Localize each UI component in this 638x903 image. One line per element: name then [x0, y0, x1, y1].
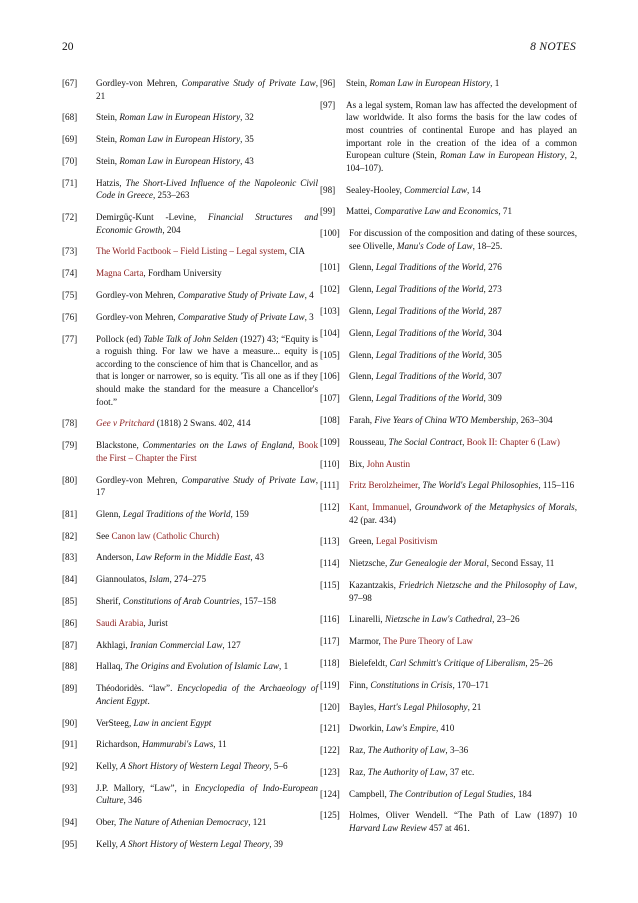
footnote-number: [86]: [62, 617, 78, 628]
footnote: [320, 436, 577, 449]
footnote-text: Glenn,: [349, 371, 376, 382]
footnote-number: [75]: [62, 290, 78, 301]
footnote: [320, 327, 577, 340]
footnote-number: [71]: [62, 177, 78, 188]
footnote-number: [92]: [62, 761, 78, 772]
footnote: [320, 788, 577, 801]
footnote-text: ,: [409, 502, 415, 513]
footnote-text: VerSteeg,: [96, 717, 134, 728]
footnote-number: [121]: [320, 723, 340, 734]
footnote-title: Comparative Study of Private Law: [177, 311, 305, 322]
footnote-number: [70]: [62, 155, 78, 166]
footnote-text: Demirgüç-Kunt -Levine,: [96, 212, 208, 223]
footnote-text: Farah,: [349, 414, 375, 425]
footnote: [62, 838, 318, 851]
notes-column-right: [320, 77, 577, 844]
footnote-text: ,: [292, 440, 299, 451]
footnote-text: , 204: [162, 224, 181, 235]
footnote-title: Commentaries on the Laws of England: [142, 440, 293, 451]
footnote: [62, 816, 318, 829]
footnote-number: [124]: [320, 788, 340, 799]
footnote: [62, 77, 318, 102]
footnote-text: , 346: [123, 795, 142, 806]
footnote-title: The Contribution of Legal Studies: [389, 788, 514, 799]
footnote: [320, 613, 577, 626]
footnote-text: , 307: [483, 371, 502, 382]
footnote-title: Encyclopedia of Indo-European Culture: [96, 782, 318, 806]
footnote: [62, 267, 318, 280]
footnote-title: Comparative Study of Private Law: [181, 78, 316, 88]
footnote-text: Gordley-von Mehren,: [96, 290, 178, 301]
footnote-text: Akhlagi,: [96, 639, 130, 650]
footnote-text: , 287: [483, 306, 502, 317]
footnote-title: Law Reform in the Middle East: [136, 552, 251, 563]
footnote-text: Gordley-von Mehren,: [96, 311, 178, 322]
footnote-text: Sherif,: [96, 596, 123, 606]
footnote-number: [96]: [320, 78, 336, 88]
footnote-number: [97]: [320, 99, 336, 110]
footnote-number: [89]: [62, 683, 78, 694]
footnote-text: , 42 (par. 434): [349, 502, 578, 525]
footnote-title: Legal Traditions of the World: [375, 262, 484, 273]
footnote-text: , 157–158: [239, 596, 277, 606]
footnote-title: The Origins and Evolution of Islamic Law: [124, 661, 280, 672]
footnote-text: Stein,: [96, 155, 120, 166]
footnote-text: , 304: [483, 327, 502, 338]
footnote-text: , 35: [240, 134, 254, 145]
footnote-title: Financial Structures and Economic Growth: [96, 212, 319, 235]
footnote-number: [80]: [62, 474, 78, 485]
footnote-title: Nietzsche in Law's Cathedral: [384, 614, 493, 625]
footnote: [320, 579, 577, 604]
footnote-text: Rousseau,: [349, 436, 389, 447]
footnote: [62, 573, 318, 586]
footnote-text: , 170–171: [452, 679, 489, 690]
footnote-text: , CIA: [284, 246, 305, 257]
footnote-text: Kelly,: [96, 839, 121, 849]
footnote: [62, 551, 318, 564]
footnote-text: , 71: [498, 206, 513, 217]
footnote-text: (1818) 2 Swans. 402, 414: [154, 418, 251, 429]
footnote-number: [90]: [62, 717, 78, 728]
footnote-number: [100]: [320, 228, 340, 239]
footnote-number: [76]: [62, 311, 78, 322]
footnote-text: Kazantzakis,: [349, 580, 399, 590]
footnote-number: [87]: [62, 639, 78, 650]
footnote-text: Blackstone,: [96, 440, 143, 451]
footnote-text: , 121: [248, 817, 267, 828]
footnote: [320, 77, 577, 90]
footnote-number: [69]: [62, 134, 78, 145]
footnote-text: Richardson,: [96, 739, 143, 750]
footnote-title: Legal Traditions of the World: [375, 371, 484, 382]
footnote: [320, 458, 577, 471]
footnote-text: , 309: [483, 393, 502, 404]
footnote-number: [118]: [320, 657, 340, 668]
footnote-text: , 18–25.: [472, 240, 503, 251]
footnote-text: Stein,: [96, 134, 120, 145]
footnote-title: Hammurabi's Laws: [142, 739, 214, 750]
footnote-text: , 127: [222, 639, 241, 650]
footnote-title: Constitutions in Crisis: [370, 679, 453, 690]
footnote-text: Glenn,: [349, 393, 376, 404]
footnote: [62, 639, 318, 652]
footnote-text: , 115–116: [538, 480, 575, 491]
footnote-text: , Second Essay, 11: [486, 558, 555, 569]
footnote: [320, 227, 577, 252]
footnote-number: [109]: [320, 436, 340, 447]
chapter-heading: 8 NOTES: [530, 41, 576, 53]
footnote-title: Harvard Law Review: [349, 823, 427, 833]
footnote: [320, 722, 577, 735]
footnote-text: , 263–304: [516, 414, 553, 425]
footnote-text: , 3–36: [445, 745, 469, 756]
footnote: [62, 311, 318, 324]
footnote-number: [72]: [62, 212, 78, 223]
footnote-title: Law in ancient Egypt: [133, 717, 212, 728]
footnote-number: [108]: [320, 414, 340, 425]
footnote-number: [93]: [62, 782, 78, 793]
footnote-title: Encyclopedia of the Archaeology of Ancient Egypt: [96, 683, 318, 706]
footnote-link[interactable]: Legal Positivism: [375, 536, 438, 547]
footnote-number: [74]: [62, 268, 78, 279]
footnote: [320, 305, 577, 318]
footnote-text: Glenn,: [349, 306, 376, 317]
footnote: [62, 530, 318, 543]
footnote-link[interactable]: Book II: Chapter 6 (Law): [466, 436, 560, 447]
footnote-text: .: [147, 695, 150, 706]
footnote-text: , 21: [96, 78, 318, 101]
footnote-text: Stein,: [346, 78, 370, 88]
footnote: [62, 595, 318, 608]
footnote-title: Roman Law in European History: [119, 134, 241, 145]
footnote-text: Glenn,: [349, 327, 376, 338]
footnote-number: [78]: [62, 418, 78, 429]
footnote-number: [81]: [62, 508, 78, 519]
footnote-text: Nietzsche,: [349, 558, 390, 569]
footnote: [62, 660, 318, 673]
footnote-text: , 97–98: [349, 580, 577, 603]
footnote-number: [95]: [62, 839, 78, 849]
footnote-text: , 5–6: [269, 761, 288, 772]
footnote-text: Glenn,: [349, 284, 376, 295]
footnote: [62, 155, 318, 168]
footnote: [320, 283, 577, 296]
footnote-number: [114]: [320, 558, 340, 569]
footnote-text: Théodoridès. “law”.: [96, 683, 178, 694]
footnote-title: Law's Empire: [386, 723, 437, 734]
footnote-text: ,: [462, 436, 467, 447]
footnote-title: Islam: [149, 574, 170, 585]
footnote-text: See: [96, 530, 112, 541]
footnote: [320, 766, 577, 779]
footnote-text: , 253–263: [152, 190, 190, 201]
footnote: [320, 701, 577, 714]
footnote-text: , 1: [490, 78, 500, 88]
footnote-text: Bayles,: [349, 701, 379, 712]
footnote-text: Giannoulatos,: [96, 574, 150, 585]
footnote-text: Finn,: [349, 679, 371, 690]
footnote-text: , 23–26: [492, 614, 520, 625]
footnote-text: , 184: [513, 788, 532, 799]
footnote-number: [77]: [62, 333, 78, 344]
footnote-title: The Authority of Law: [367, 766, 446, 777]
footnote-number: [105]: [320, 349, 340, 360]
footnote-text: Sealey-Hooley,: [346, 184, 405, 195]
footnote-title: Zur Genealogie der Moral: [389, 558, 487, 569]
footnote: [320, 679, 577, 692]
footnote-title: Commercial Law: [404, 184, 467, 195]
footnote-text: , 410: [436, 723, 455, 734]
footnote-text: Glenn,: [349, 262, 376, 273]
footnote: [62, 738, 318, 751]
footnote: [320, 501, 577, 526]
footnote-title: Roman Law in European History: [369, 78, 491, 88]
footnote-text: Linarelli,: [349, 614, 385, 625]
footnote-title: Constitutions of Arab Countries: [122, 596, 240, 606]
footnote-number: [102]: [320, 284, 340, 295]
footnote-text: For discussion of the composition and dating of these sources, see Olivelle,: [349, 228, 577, 251]
footnote-text: , 273: [483, 284, 502, 295]
footnote-text: ,: [417, 480, 423, 491]
footnote: [62, 682, 318, 707]
footnote-text: J.P. Mallory, “Law”, in: [96, 782, 195, 793]
footnote-title: Friedrich Nietzsche and the Philosophy of Law: [398, 580, 575, 590]
footnote-title: Hart's Legal Philosophy: [378, 701, 468, 712]
footnote-title: Table Talk of John Selden: [143, 333, 238, 344]
footnote-title: A Short History of Western Legal Theory: [120, 839, 270, 849]
footnote-number: [82]: [62, 530, 78, 541]
footnote: [320, 657, 577, 670]
footnote: [62, 439, 318, 464]
footnote-link[interactable]: The World Factbook – Field Listing – Legal system: [96, 246, 285, 257]
footnote-text: , 21: [467, 701, 482, 712]
footnote-number: [112]: [320, 502, 340, 513]
footnote: [320, 744, 577, 757]
footnote-number: [111]: [320, 480, 340, 491]
footnote-title: Five Years of China WTO Membership: [374, 414, 517, 425]
footnote: [320, 535, 577, 548]
footnote-text: Mattei,: [346, 206, 375, 217]
footnote-title: Legal Traditions of the World: [122, 508, 231, 519]
footnote: [320, 99, 577, 175]
footnote-text: Stein,: [96, 112, 120, 123]
footnote-title: Iranian Commercial Law: [129, 639, 223, 650]
footnote-text: Raz,: [349, 745, 368, 756]
footnote-text: , Fordham University: [143, 268, 222, 279]
footnote-title: Legal Traditions of the World: [375, 306, 484, 317]
footnote-number: [104]: [320, 327, 340, 338]
footnote-text: Gordley-von Mehren,: [96, 78, 182, 88]
footnote-title: The Short-Lived Influence of the Napoleonic Civil Code in Greece: [96, 177, 319, 201]
footnote-title: Comparative Law and Economics: [374, 206, 499, 217]
footnote-title: Groundwork of the Metaphysics of Morals: [414, 502, 575, 513]
footnote-text: Gordley-von Mehren,: [96, 474, 182, 485]
footnote-number: [83]: [62, 552, 78, 563]
footnote-title: Legal Traditions of the World: [375, 393, 484, 404]
footnote: [62, 111, 318, 124]
footnote-number: [91]: [62, 739, 78, 750]
footnote-text: , 32: [240, 112, 254, 123]
footnote-number: [85]: [62, 596, 78, 606]
footnote: [320, 205, 577, 218]
footnote-title: Comparative Study of Private Law: [177, 290, 305, 301]
footnote-text: , 43: [240, 155, 254, 166]
footnote-text: , 37 etc.: [445, 766, 475, 777]
footnote-text: , 11: [213, 739, 227, 750]
footnote-text: Glenn,: [349, 349, 376, 360]
footnote: [62, 245, 318, 258]
footnote-text: , 3: [304, 311, 314, 322]
footnote-text: Holmes, Oliver Wendell. “The Path of Law (1897) 10: [349, 810, 577, 821]
footnote-text: , 2, 104–107).: [346, 150, 577, 173]
footnote: [320, 261, 577, 274]
footnote: [62, 474, 318, 499]
footnote-text: , 14: [466, 184, 481, 195]
footnote-text: Ober,: [96, 817, 119, 828]
footnote-number: [125]: [320, 810, 340, 821]
footnote-title: Manu's Code of Law: [396, 240, 473, 251]
footnote-text: , Jurist: [143, 617, 168, 628]
footnote-text: Kelly,: [96, 761, 121, 772]
footnote-title: Comparative Study of Private Law: [181, 474, 316, 485]
footnote-text: , 4: [304, 290, 314, 301]
footnote-number: [103]: [320, 306, 340, 317]
notes-column-left: [62, 77, 318, 860]
footnote: [320, 635, 577, 648]
footnote-text: , 17: [96, 474, 318, 498]
footnote-link[interactable]: Saudi Arabia: [96, 617, 144, 628]
footnote-link[interactable]: Book the First – Chapter the First: [96, 440, 319, 463]
footnote: [62, 617, 318, 630]
footnote-number: [107]: [320, 393, 340, 404]
footnote-text: Pollock (ed): [96, 333, 144, 344]
footnote-text: Anderson,: [96, 552, 137, 563]
footnote-number: [73]: [62, 246, 78, 257]
footnote: [320, 414, 577, 427]
footnote-number: [84]: [62, 574, 78, 585]
footnote-number: [68]: [62, 112, 78, 123]
footnote: [320, 370, 577, 383]
footnote-text: Hatzis,: [96, 177, 126, 188]
footnote-text: , 274–275: [169, 574, 207, 585]
footnote-title: The Nature of Athenian Democracy: [118, 817, 249, 828]
footnote-number: [116]: [320, 614, 340, 625]
footnote-link[interactable]: Magna Carta: [96, 268, 144, 279]
footnote-number: [119]: [320, 679, 340, 690]
footnote-text: , 1: [279, 661, 289, 672]
footnote-text: , 25–26: [525, 657, 553, 668]
footnote-title: The World's Legal Philosophies: [422, 480, 539, 491]
footnote-link[interactable]: Canon law (Catholic Church): [111, 530, 220, 541]
footnote-text: , 159: [230, 508, 249, 519]
footnote-number: [115]: [320, 580, 340, 590]
footnote-number: [99]: [320, 206, 336, 217]
footnote: [62, 211, 318, 236]
footnote-text: Marmor,: [349, 636, 383, 647]
footnote: [62, 782, 318, 807]
footnote-number: [67]: [62, 78, 78, 88]
footnote-number: [94]: [62, 817, 78, 828]
footnote: [62, 289, 318, 302]
footnote: [320, 349, 577, 362]
footnote-text: Hallaq,: [96, 661, 125, 672]
footnote: [62, 133, 318, 146]
footnote: [320, 392, 577, 405]
footnote-text: As a legal system, Roman law has affected the development of law worldwide. It also forms the basis for the law codes of most countries of continental Europe and has played an important role in the creation of the idea of a common European culture (Stein,: [346, 99, 577, 161]
footnote-number: [120]: [320, 701, 340, 712]
footnote-number: [106]: [320, 371, 340, 382]
footnote-title: The Authority of Law: [367, 745, 446, 756]
footnote: [62, 508, 318, 521]
footnote-number: [88]: [62, 661, 78, 672]
footnote: [320, 184, 577, 197]
footnote-title: Roman Law in European History: [440, 150, 565, 161]
footnote-link[interactable]: Fritz Berolzheimer: [349, 480, 418, 491]
footnote-text: Dworkin,: [349, 723, 387, 734]
footnote-number: [98]: [320, 184, 336, 195]
footnote: [320, 557, 577, 570]
footnote-text: , 43: [250, 552, 265, 563]
footnote-text: Glenn,: [96, 508, 123, 519]
footnote-number: [113]: [320, 536, 340, 547]
footnote: [62, 177, 318, 202]
page-number: 20: [62, 41, 74, 53]
footnote-text: Bix,: [349, 458, 367, 469]
footnote-title: The Social Contract: [388, 436, 463, 447]
footnote-number: [122]: [320, 745, 340, 756]
footnote-text: (1927) 43; “Equity is a roguish thing. For law we have a measure... equity is according to the conscience of him that is Chancellor, and as that is longer or narrower, so is equity. 'Tis all one as if they should make the standard for the measure a Chancellor's foot.”: [96, 333, 318, 407]
footnote-link[interactable]: Kant, Immanuel: [349, 502, 410, 513]
footnote-number: [117]: [320, 636, 340, 647]
footnote-title: Legal Traditions of the World: [375, 284, 484, 295]
footnote-text: Campbell,: [349, 788, 390, 799]
footnote-number: [101]: [320, 262, 340, 273]
footnote: [62, 717, 318, 730]
footnote-title: Carl Schmitt's Critique of Liberalism: [389, 657, 526, 668]
footnote-title: Roman Law in European History: [119, 155, 241, 166]
footnote-link[interactable]: John Austin: [366, 458, 411, 469]
footnote: [62, 760, 318, 773]
footnote-title: A Short History of Western Legal Theory: [120, 761, 270, 772]
footnote-number: [110]: [320, 458, 340, 469]
footnote: [62, 333, 318, 409]
footnote-text: , 276: [483, 262, 502, 273]
footnote-link[interactable]: Gee v Pritchard: [96, 418, 155, 429]
footnote-text: Raz,: [349, 766, 368, 777]
footnote-number: [123]: [320, 766, 340, 777]
footnote: [320, 479, 577, 492]
footnote: [62, 417, 318, 430]
footnote-text: 457 at 461.: [426, 823, 470, 833]
footnote-number: [79]: [62, 440, 78, 451]
footnote-title: Legal Traditions of the World: [375, 349, 484, 360]
footnote-text: , 305: [483, 349, 502, 360]
footnote-text: , 39: [269, 839, 283, 849]
footnote-text: Bielefeldt,: [349, 657, 390, 668]
footnote-title: Legal Traditions of the World: [375, 327, 484, 338]
footnote-text: Green,: [349, 536, 376, 547]
footnote-link[interactable]: The Pure Theory of Law: [382, 636, 473, 647]
footnote-title: Roman Law in European History: [119, 112, 241, 123]
footnote: [320, 809, 577, 834]
